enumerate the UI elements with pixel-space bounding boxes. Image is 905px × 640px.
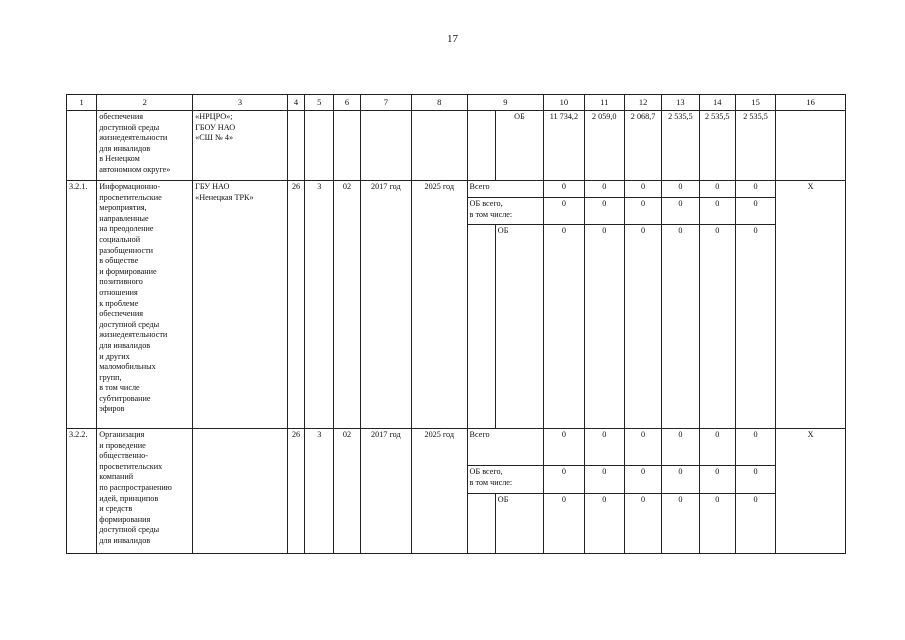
- value-cell: 0: [699, 181, 735, 198]
- header-cell: 15: [735, 95, 775, 111]
- value-cell: 0: [699, 198, 735, 225]
- value-cell: 0: [624, 181, 661, 198]
- value-cell: 2 535,5: [735, 111, 775, 181]
- value-cell: 0: [699, 494, 735, 554]
- end-year: 2025 год: [412, 181, 467, 429]
- start-year: 2017 год: [360, 181, 411, 429]
- code-col4: 26: [287, 181, 304, 429]
- value-cell: 0: [544, 429, 584, 466]
- page-number: 17: [447, 33, 458, 45]
- value-cell: 0: [624, 429, 661, 466]
- col16-mark: Х: [776, 181, 846, 429]
- table-row: [67, 429, 846, 466]
- code-col5: 3: [305, 429, 334, 554]
- value-cell: 0: [662, 198, 699, 225]
- value-cell: 0: [735, 198, 775, 225]
- value-cell: 0: [735, 429, 775, 466]
- header-cell: 4: [287, 95, 304, 111]
- table-row: [67, 181, 846, 198]
- header-cell: 9: [467, 95, 544, 111]
- value-cell: 0: [624, 466, 661, 494]
- value-cell: 0: [699, 466, 735, 494]
- value-cell: 2 059,0: [584, 111, 624, 181]
- value-cell: 0: [735, 181, 775, 198]
- header-cell: 16: [776, 95, 846, 111]
- executor: [193, 429, 288, 554]
- value-cell: 0: [584, 225, 624, 429]
- code-col6: 02: [334, 181, 360, 429]
- value-cell: 0: [584, 466, 624, 494]
- code-col4: 26: [287, 429, 304, 554]
- header-cell: 3: [193, 95, 288, 111]
- header-cell: 14: [699, 95, 735, 111]
- code-col5: 3: [305, 181, 334, 429]
- value-cell: 2 068,7: [624, 111, 661, 181]
- header-cell: 7: [360, 95, 411, 111]
- value-cell: 11 734,2: [544, 111, 584, 181]
- value-cell: 0: [735, 225, 775, 429]
- value-cell: 0: [584, 429, 624, 466]
- header-cell: 5: [305, 95, 334, 111]
- end-year: 2025 год: [412, 429, 467, 554]
- value-cell: 0: [624, 494, 661, 554]
- value-cell: 0: [662, 225, 699, 429]
- value-cell: 0: [584, 494, 624, 554]
- value-cell: 0: [624, 198, 661, 225]
- funding-source: ОБ: [495, 111, 543, 181]
- value-cell: 0: [735, 494, 775, 554]
- value-cell: 0: [584, 198, 624, 225]
- ob-label: ОБ: [495, 225, 543, 429]
- col16-mark: Х: [776, 429, 846, 554]
- executor: «НРЦРО»; ГБОУ НАО «СШ № 4»: [193, 111, 288, 181]
- header-cell: 12: [624, 95, 661, 111]
- item-code: 3.2.2.: [67, 429, 97, 554]
- program-table: [66, 94, 846, 554]
- value-cell: 0: [544, 466, 584, 494]
- value-cell: 0: [699, 225, 735, 429]
- table-row: [67, 111, 846, 181]
- value-cell: 0: [662, 181, 699, 198]
- header-row: [67, 95, 846, 111]
- value-cell: 0: [544, 494, 584, 554]
- measure-name: Информационно- просветительские мероприятия, направленные на преодоление социальной разобщенности в обществе и формирование позитивного отношения к проблеме обеспечения доступной среды жизнедеятельности для инвалидов и других маломобильных групп, в том числе субтитрование эфиров: [97, 181, 193, 429]
- ob-total-label: ОБ всего, в том числе:: [467, 198, 544, 225]
- header-cell: 1: [67, 95, 97, 111]
- header-cell: 13: [662, 95, 699, 111]
- header-cell: 11: [584, 95, 624, 111]
- header-cell: 2: [97, 95, 193, 111]
- ob-total-label: ОБ всего, в том числе:: [467, 466, 544, 494]
- value-cell: 0: [544, 198, 584, 225]
- value-cell: 0: [699, 429, 735, 466]
- value-cell: 0: [662, 429, 699, 466]
- value-cell: 0: [624, 225, 661, 429]
- value-cell: 0: [662, 494, 699, 554]
- value-cell: 0: [662, 466, 699, 494]
- value-cell: 0: [544, 225, 584, 429]
- start-year: 2017 год: [360, 429, 411, 554]
- total-label: Всего: [467, 181, 544, 198]
- item-code: 3.2.1.: [67, 181, 97, 429]
- measure-name: обеспечения доступной среды жизнедеятельности для инвалидов в Ненецком автономном округе»: [97, 111, 193, 181]
- value-cell: 0: [544, 181, 584, 198]
- executor: ГБУ НАО «Ненецкая ТРК»: [193, 181, 288, 429]
- value-cell: 0: [584, 181, 624, 198]
- measure-name: Организация и проведение общественно- просветительских компаний по распространению идей, принципов и средств формирования доступной среды для инвалидов: [97, 429, 193, 554]
- value-cell: 2 535,5: [699, 111, 735, 181]
- value-cell: 0: [735, 466, 775, 494]
- header-cell: 10: [544, 95, 584, 111]
- ob-label: ОБ: [495, 494, 543, 554]
- value-cell: 2 535,5: [662, 111, 699, 181]
- header-cell: 8: [412, 95, 467, 111]
- header-cell: 6: [334, 95, 360, 111]
- code-col6: 02: [334, 429, 360, 554]
- total-label: Всего: [467, 429, 544, 466]
